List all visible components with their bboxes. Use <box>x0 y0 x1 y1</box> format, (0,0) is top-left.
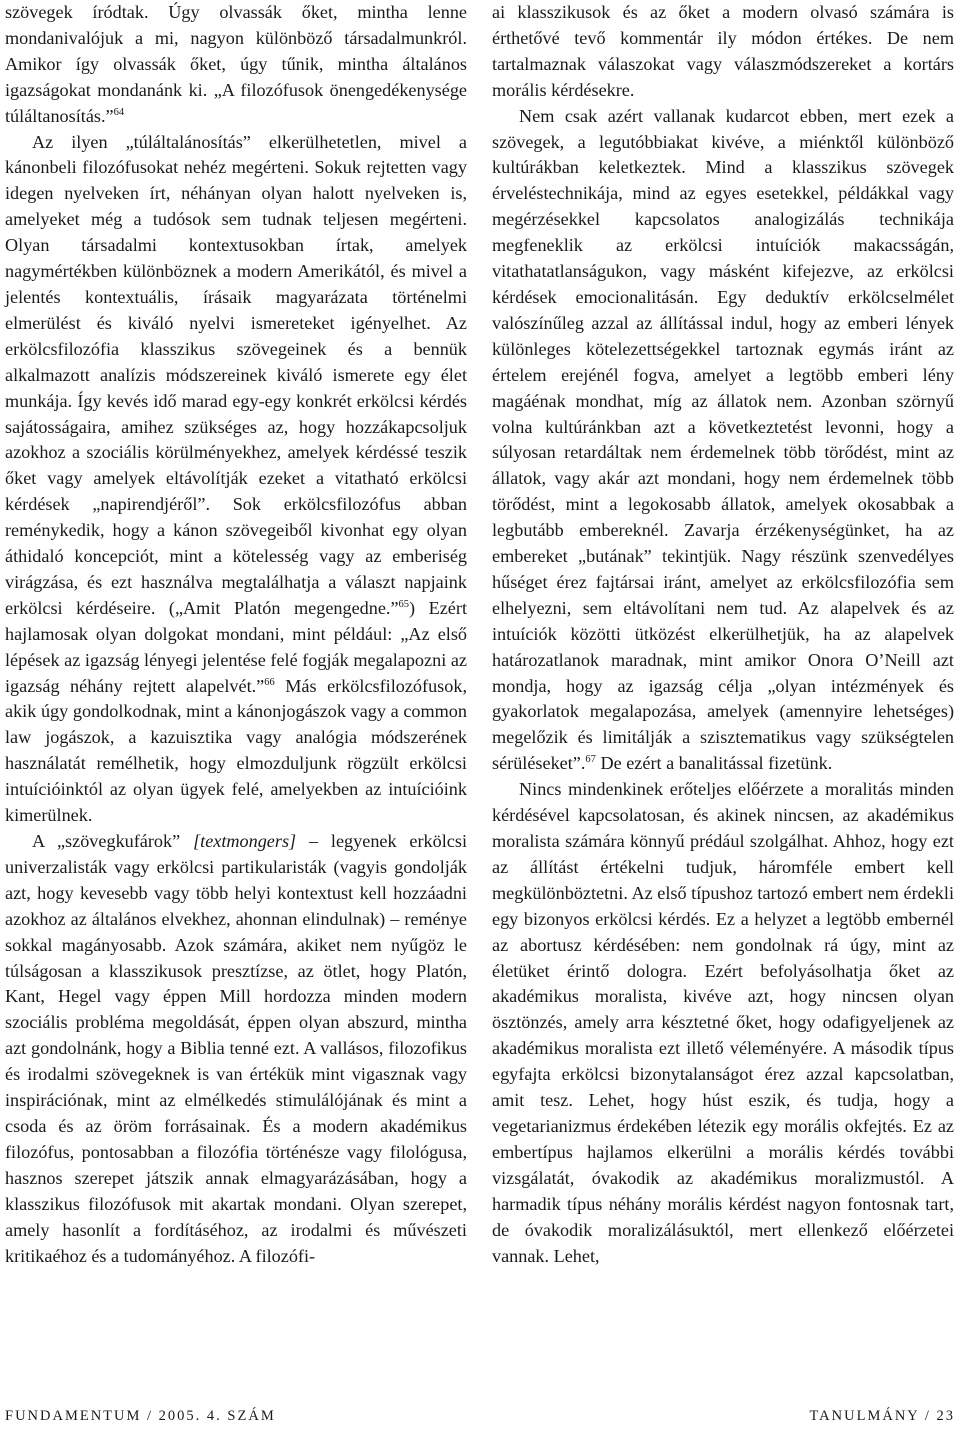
paragraph-text: szövegek íródtak. Úgy olvassák őket, mintha lenne mondanivalójuk a mi, nagyon különböző társadalmunkról. Amikor így olvassák őket, úgy tűnik, mintha általános igazságokat mondanánk ki. „A filozófusok önengedékenysége túláltanosítás.” <box>5 2 467 126</box>
paragraph-text: Más erkölcsfilozófusok, akik úgy gondolkodnak, mint a kánonjogászok vagy a common law jogászok, a kazuisztika vagy analógia módszerének használatát remélhetik, hogy elmozduljunk rögzült erkölcsi intuícióinktól az olyan ügyek felé, amelyekben az intuícióink kimerülnek. <box>5 675 467 826</box>
paragraph-text: Nem csak azért vallanak kudarcot ebben, mert ezek a szövegek, a legutóbbiakat kivéve, a miénktől különböző kultúrákban keletkeztek. Mind a klasszikus szövegek érveléstechnikája, mind az egyes esetekkel, példákkal vagy megérzésekkel kapcsolatos analogizálás technikája megfeneklik az erkölcsi intuíciók makacsságán, vitathatatlanságukon, vagy másként kifejezve, az erkölcsi kérdések emocionalitásán. Egy deduktív erkölcselmélet valószínűleg azzal az állítással indul, hogy az emberi lények különleges kötelezettségekkel tartoznak egymás iránt az értelem erejénél fogva, amelyet a legtöbb emberi lény magáénak mondhat, míg az állatok nem. Azonban szörnyű volna kultúránkban azt a következtetést levonni, hogy a súlyosan retardáltak nem érdemelnek több törődést, mint az állatok, vagy akár azt mondani, hogy nem érdemelnek több törődést, mint a legokosabb állatok, amelyek okosabbak a legbutább embereknél. Zavarja érzékenységünket, ha az embereket „butának” tekintjük. Nagy részünk szenvedélyes hűséget érez fajtársai iránt, amelyet az erkölcsfilozófia sem elhelyezni, sem eltávolítani nem tud. Az alapelvek és az intuíciók közötti ütközést elkerülhetjük, ha az alapelvek határozatlanok maradnak, mint amikor Onora O’Neill azt mondja, hogy az igazság célja „olyan intézmények és gyakorlatok megalapozása, amelyek (amennyire lehetséges) megelőzik és limitálják a szisztematikus vagy szükségtelen sérüléseket”. <box>492 105 954 774</box>
paragraph-text: – legyenek erkölcsi univerzalisták vagy erkölcsi partikularisták (vagyis gondolják azt, hogy kevesebb vagy több helyi kontextust kell hozzáadni azokhoz az általános elvekhez, ahonnan elindulnak) – reménye sokkal magányosabb. Azok számára, akiket nem nyűgöz le túlságosan a klasszikusok presztízse, az ötlet, hogy Platón, Kant, Hegel vagy éppen Mill hordozza minden modern szociális probléma megoldását, éppen olyan abszurd, mintha azt gondolnánk, hogy a Biblia tenné ezt. A vallásos, filozofikus és irodalmi szövegeknek is van értékük mint vigasznak vagy inspirációnak, mint az elmélkedés stimulálójának és mint a csoda és az öröm forrásainak. És a modern akadémikus filozófus, pontosabban a filozófia történésze vagy filológusa, hasznos szerepet játszik annak elmagyarázásában, hogy a klasszikus filozófusok mit akartak mondani. Olyan szerepet, amely hasonlít a fordításéhoz, az irodalmi és művészeti kritikaéhoz és a tudományéhoz. A filozófi- <box>5 831 468 1266</box>
paragraph <box>492 0 954 104</box>
right-column <box>492 0 954 1269</box>
section-page-number: TANULMÁNY / 23 <box>809 1408 955 1424</box>
footnote-ref-65[interactable]: 65 <box>398 598 410 610</box>
footnote-ref-64[interactable]: 64 <box>113 106 125 118</box>
paragraph <box>5 829 467 1269</box>
paragraph <box>492 777 954 1269</box>
paragraph-text: ) Ezért hajlamosak olyan dolgokat mondani, mint például: „Az első lépések az igazság lényegi jelentése felé fogják megalapozni az igazság néhány rejtett alapelvét.” <box>5 597 467 696</box>
paragraph-text: A „szövegkufárok” <box>32 831 194 851</box>
page-footer <box>0 1408 960 1432</box>
journal-issue-label: FUNDAMENTUM / 2005. 4. SZÁM <box>5 1408 276 1424</box>
left-column <box>5 0 467 1269</box>
paragraph <box>5 130 467 829</box>
paragraph <box>5 0 467 130</box>
paragraph-text: Az ilyen „túláltalánosítás” elkerülhetetlen, mivel a kánonbeli filozófusokat nehéz megérteni. Sokuk rejtetten vagy idegen nyelveken írt, néhányan olyan halott nyelveken is, amelyeket még a tudósok sem tudnak teljesen megérteni. Olyan társadalmi kontextusokban írtak, amelyek nagymértékben különböznek a modern Amerikától, és mivel a jelentés kontextuális, írásaik magyarázata történelmi elmerülést és kiváló nyelvi ismereteket igényelhet. Az erkölcsfilozófia klasszikus szövegeinek és a bennük alkalmazott analízis módszereinek kiváló ismerete egy élet munkája. Így kevés idő marad egy-egy konkrét erkölcsi kérdés sajátosságaira, amihez szükséges az, hogy hozzákapcsoljuk azokhoz a szociális körülményekhez, amelyek kérdéssé teszik őket vagy amelyek eltávolítják ezeket a vitatható erkölcsi kérdések „napirendjéről”. Sok erkölcsfilozófus abban reménykedik, hogy a kánon szövegeiből kivonhat egy olyan áthidaló koncepciót, mint a kötelesség vagy az emberiség virágzása, és ezt használva megtalálhatja a választ napjaink erkölcsi kérdéseire. („Amit Platón megengedne.” <box>5 131 467 618</box>
italic-term: [textmongers] <box>193 831 297 851</box>
paragraph-text: Nincs mindenkinek erőteljes előérzete a moralitás minden kérdésével kapcsolatosan, és akinek nincsen, az akadémikus moralista számára könnyű prédául szolgálhat. Ahhoz, hogy ezt az állítást értékelni tudjuk, háromféle embert kell megkülönböztetni. Az első típushoz tartozó embert nem érdekli egy bizonyos erkölcsi kérdés. Ez a helyzet a legtöbb embernél az abortusz kérdésében: nem gondolnak rá úgy, mint az életüket érintő dologra. Ezért befolyásolhatja őket az akadémikus moralista, kivéve azt, hogy nincsen olyan ösztönzés, amely arra késztetné őket, hogy odafigyeljenek az akadémikus moralista ezt illető véleményére. A második típus egyfajta erkölcsi bizonytalanságot érez azzal kapcsolatban, amit tesz. Lehet, hogy húst eszik, és tudja, hogy a vegetarianizmus érdekében létezik egy morális okfejtés. Ez az embertípus hajlamos elkerülni a morális kérdés további vizsgálatát, óvakodik az akadémikus moralizmustól. A harmadik típus néhány morális kérdést nagyon fontosnak tart, de óvakodik moralizálásuktól, mert ellenkező előérzetei vannak. Lehet, <box>492 779 954 1266</box>
footnote-ref-66[interactable]: 66 <box>264 676 275 688</box>
paragraph-text: ai klasszikusok és az őket a modern olvasó számára is érthetővé tevő kommentár ily módon értékes. De nem tartalmaznak válaszokat vagy válaszmódszereket a kortárs morális kérdésekre. <box>492 2 954 100</box>
paragraph-text: De ezért a banalitással fizetünk. <box>595 753 833 774</box>
footnote-ref-67[interactable]: 67 <box>585 754 596 766</box>
paragraph <box>492 104 954 778</box>
